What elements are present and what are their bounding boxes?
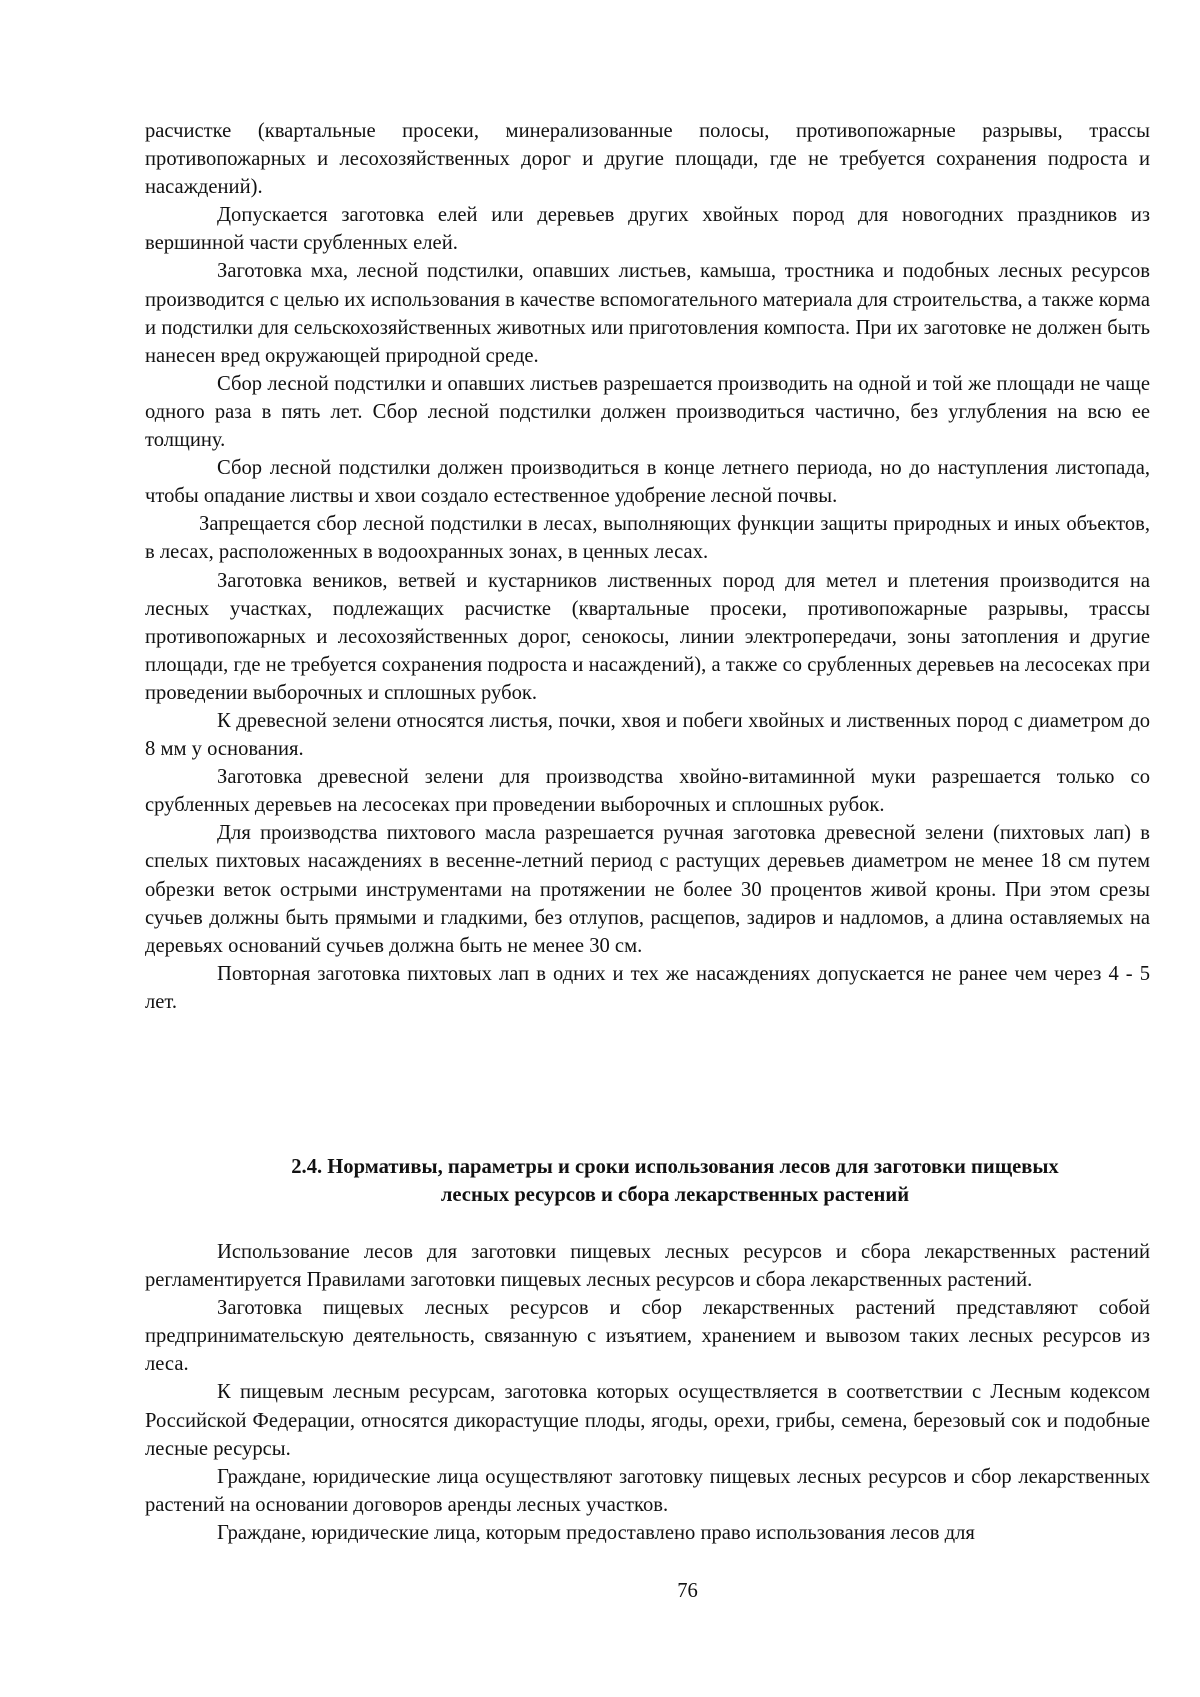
section-heading xyxy=(200,1153,1150,1209)
paragraph: Запрещается сбор лесной подстилки в лесах, выполняющих функции защиты природных и иных объектов, в лесах, расположенных в водоохранных зонах, в ценных лесах. xyxy=(145,513,1150,564)
paragraph: Заготовка древесной зелени для производства хвойно-витаминной муки разрешается только со срубленных деревьев на лесосеках при проведении выборочных и сплошных рубок. xyxy=(145,766,1150,817)
paragraph: Граждане, юридические лица, которым предоставлено право использования лесов для xyxy=(217,1521,975,1544)
paragraph: Сбор лесной подстилки должен производиться в конце летнего периода, но до наступления листопада, чтобы опадание листвы и хвои создало естественное удобрение лесной почвы. xyxy=(145,457,1150,508)
paragraph: К пищевым лесным ресурсам, заготовка которых осуществляется в соответствии с Лесным кодексом Российской Федерации, относятся дикорастущие плоды, ягоды, орехи, грибы, семена, березовый сок и подобные лесные ресурсы. xyxy=(145,1381,1150,1460)
section-heading-line-1: 2.4. Нормативы, параметры и сроки использования лесов для заготовки пищевых xyxy=(291,1156,1059,1178)
paragraph: Заготовка веников, ветвей и кустарников лиственных пород для метел и плетения производится на лесных участках, подлежащих расчистке (квартальные просеки, противопожарные разрывы, трассы противопожарных и лесохозяйственных дорог, сенокосы, линии электропередачи, зоны затопления и другие площади, где не требуется сохранения подроста и насаждений), а также со срубленных деревьев на лесосеках при проведении выборочных и сплошных рубок. xyxy=(145,569,1150,704)
body-text-before-section xyxy=(145,117,1150,1016)
paragraph: Заготовка пищевых лесных ресурсов и сбор лекарственных растений представляют собой предпринимательскую деятельность, связанную с изъятием, хранением и вывозом таких лесных ресурсов из леса. xyxy=(145,1297,1150,1376)
paragraph: Использование лесов для заготовки пищевых лесных ресурсов и сбора лекарственных растений регламентируется Правилами заготовки пищевых лесных ресурсов и сбора лекарственных растений. xyxy=(145,1241,1150,1292)
paragraph: К древесной зелени относятся листья, почки, хвоя и побеги хвойных и лиственных пород с диаметром до 8 мм у основания. xyxy=(145,709,1150,761)
paragraph: Граждане, юридические лица осуществляют заготовку пищевых лесных ресурсов и сбор лекарственных растений на основании договоров аренды лесных участков. xyxy=(145,1465,1150,1516)
paragraph: Допускается заготовка елей или деревьев других хвойных пород для новогодних праздников из вершинной части срубленных елей. xyxy=(145,204,1150,255)
paragraph: Сбор лесной подстилки и опавших листьев разрешается производить на одной и той же площади не чаще одного раза в пять лет. Сбор лесной подстилки должен производиться частично, без углубления на всю ее толщину. xyxy=(145,372,1150,452)
paragraph: Для производства пихтового масла разрешается ручная заготовка древесной зелени (пихтовых лап) в спелых пихтовых насаждениях в весенне-летний период с растущих деревьев диаметром не менее 18 см путем обрезки веток острыми инструментами на протяжении не более 30 процентов живой кроны. При этом срезы сучьев должны быть прямыми и гладкими, без отлупов, расщепов, задиров и надломов, а длина оставляемых на деревьях оснований сучьев должна быть не менее 30 см. xyxy=(145,822,1150,957)
page-number: 76 xyxy=(677,1580,698,1602)
paragraph: Повторная заготовка пихтовых лап в одних и тех же насаждениях допускается не ранее чем через 4 - 5 лет. xyxy=(145,962,1150,1013)
body-text-after-section xyxy=(145,1238,1150,1547)
paragraph: Заготовка мха, лесной подстилки, опавших листьев, камыша, тростника и подобных лесных ресурсов производится с целью их использования в качестве вспомогательного материала для строительства, а также корма и подстилки для сельскохозяйственных животных или приготовления компоста. При их заготовке не должен быть нанесен вред окружающей природной среде. xyxy=(145,260,1150,367)
paragraph: расчистке (квартальные просеки, минерализованные полосы, противопожарные разрывы, трассы противопожарных и лесохозяйственных дорог и другие площади, где не требуется сохранения подроста и насаждений). xyxy=(145,120,1150,199)
section-heading-line-2: лесных ресурсов и сбора лекарственных растений xyxy=(440,1184,910,1206)
